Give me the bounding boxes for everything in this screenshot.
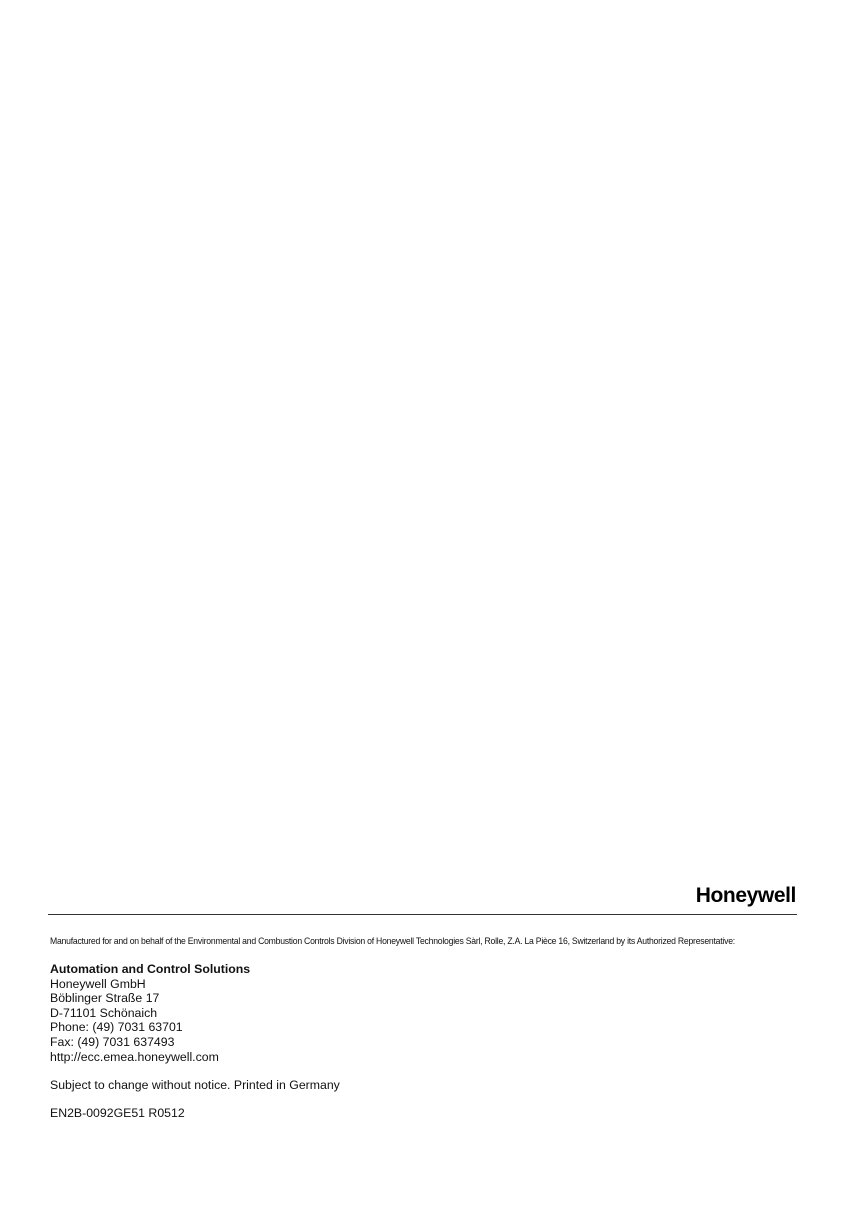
company-name: Honeywell GmbH — [50, 976, 146, 991]
address-block — [50, 962, 250, 1064]
honeywell-logo: Honeywell — [695, 884, 796, 907]
document-number: EN2B-0092GE51 R0512 — [50, 1106, 185, 1120]
city-postcode: D-71101 Schönaich — [50, 1005, 158, 1020]
manufacturer-note: Manufactured for and on behalf of the Environmental and Combustion Controls Division of Honeywell Technologies Sàrl, Rolle, Z.A. La Pièce 16, Switzerland by its Authorized Representative: — [50, 936, 735, 946]
change-notice: Subject to change without notice. Printed in Germany — [50, 1078, 340, 1092]
fax-number: Fax: (49) 7031 637493 — [50, 1034, 175, 1049]
street-address: Böblinger Straße 17 — [50, 991, 160, 1006]
website-link[interactable]: http://ecc.emea.honeywell.com — [50, 1049, 219, 1064]
footer-divider — [48, 914, 797, 915]
division-name: Automation and Control Solutions — [50, 962, 251, 976]
phone-number: Phone: (49) 7031 63701 — [50, 1020, 183, 1035]
